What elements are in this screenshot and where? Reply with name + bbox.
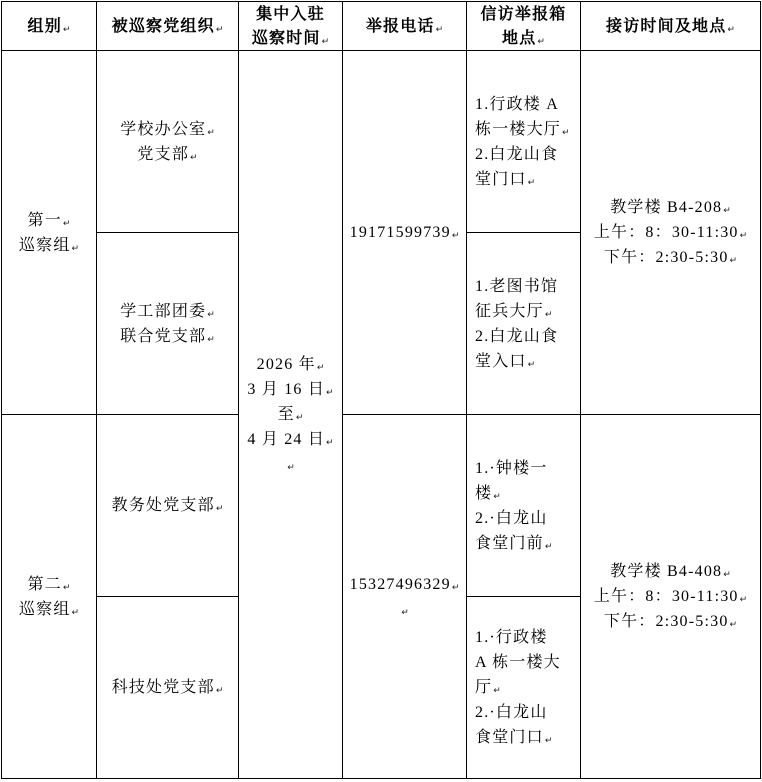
mailbox-line: A 栋一楼大 bbox=[475, 654, 561, 671]
paragraph-mark: ↵ bbox=[451, 231, 460, 241]
group-name-line: 巡察组↵ bbox=[18, 600, 80, 618]
table-row bbox=[2, 51, 761, 233]
header-label: 被巡察党组织↵ bbox=[111, 16, 224, 35]
mailbox-line: 堂门口↵ bbox=[475, 170, 536, 188]
paragraph-mark: ↵ bbox=[493, 686, 501, 696]
time-line: 4 月 24 日↵ bbox=[247, 431, 334, 448]
paragraph-mark: ↵ bbox=[739, 595, 748, 605]
header-label: 举报电话↵ bbox=[365, 16, 444, 35]
phone-cell bbox=[343, 51, 467, 415]
header-organization bbox=[97, 2, 239, 51]
paragraph-mark: ↵ bbox=[544, 541, 553, 552]
mailbox-line: 1.·行政楼 bbox=[475, 629, 548, 646]
paragraph-mark: ↵ bbox=[71, 607, 80, 618]
mailbox-line: 堂入口↵ bbox=[475, 352, 536, 370]
paragraph-mark: ↵ bbox=[62, 582, 71, 593]
group-cell bbox=[2, 51, 97, 415]
paragraph-mark: ↵ bbox=[527, 177, 536, 188]
mailbox-line: 栋一楼大厅↵ bbox=[475, 120, 570, 138]
mailbox-line: 食堂门口↵ bbox=[475, 729, 553, 746]
mailbox-line: 2.·白龙山 bbox=[475, 704, 548, 721]
paragraph-mark: ↵ bbox=[215, 25, 224, 35]
time-line: 2026 年↵ bbox=[256, 356, 325, 373]
time-line: 至↵ bbox=[277, 406, 304, 423]
paragraph-mark: ↵ bbox=[207, 334, 215, 345]
reception-line: 下午：2:30-5:30↵ bbox=[603, 613, 738, 630]
paragraph-mark: ↵ bbox=[71, 243, 80, 254]
header-label: 集中入驻 bbox=[256, 4, 325, 23]
organization-cell bbox=[97, 233, 239, 415]
mailbox-line: 征兵大厅↵ bbox=[475, 302, 553, 320]
mailbox-line: 食堂门前↵ bbox=[475, 534, 553, 552]
group-name-line: 巡察组↵ bbox=[18, 236, 80, 254]
organization-name-line: 科技处党支部↵ bbox=[111, 679, 224, 696]
inspection-schedule-table bbox=[1, 1, 761, 779]
paragraph-mark: ↵ bbox=[207, 309, 215, 320]
reception-line: 上午：8：30-11:30↵ bbox=[593, 224, 748, 241]
header-phone bbox=[343, 2, 467, 51]
mailbox-line: 2.白龙山食 bbox=[475, 145, 559, 163]
paragraph-mark: ↵ bbox=[739, 231, 748, 241]
header-row bbox=[2, 2, 761, 51]
paragraph-mark: ↵ bbox=[723, 570, 731, 580]
phone-number: 19171599739↵ bbox=[349, 224, 460, 241]
mailbox-line: 1.老图书馆 bbox=[475, 277, 559, 295]
reception-line: 教学楼 B4-208↵ bbox=[610, 199, 731, 216]
header-label: 信访举报箱 bbox=[480, 4, 567, 23]
time-line: 3 月 16 日↵ bbox=[247, 381, 334, 398]
group-cell bbox=[2, 415, 97, 779]
paragraph-mark: ↵ bbox=[295, 413, 304, 423]
group-name-line: 第二↵ bbox=[27, 575, 71, 593]
paragraph-mark: ↵ bbox=[326, 438, 334, 448]
paragraph-mark: ↵ bbox=[287, 463, 295, 473]
paragraph-mark: ↵ bbox=[537, 37, 545, 47]
organization-name-line: 学校办公室↵ bbox=[120, 120, 215, 138]
paragraph-mark: ↵ bbox=[215, 686, 224, 696]
mailbox-line: 2.·白龙山 bbox=[475, 509, 548, 527]
mailbox-line: 2.白龙山食 bbox=[475, 327, 559, 345]
mailbox-cell bbox=[467, 51, 581, 233]
mailbox-cell bbox=[467, 415, 581, 597]
phone-number bbox=[343, 597, 466, 622]
header-label: 巡察时间↵ bbox=[251, 28, 330, 47]
mailbox-line: 1.行政楼 A bbox=[475, 95, 559, 113]
table-row bbox=[2, 415, 761, 597]
reception-cell bbox=[581, 415, 761, 779]
paragraph-mark: ↵ bbox=[401, 607, 409, 618]
group-name-line: 第一↵ bbox=[27, 211, 71, 229]
organization-cell bbox=[97, 415, 239, 597]
header-label: 接访时间及地点↵ bbox=[606, 16, 735, 35]
organization-name-line: 教务处党支部↵ bbox=[111, 497, 224, 514]
reception-line: 教学楼 B4-408↵ bbox=[610, 563, 731, 580]
paragraph-mark: ↵ bbox=[316, 363, 325, 373]
paragraph-mark: ↵ bbox=[562, 127, 570, 138]
mailbox-cell bbox=[467, 597, 581, 779]
reception-line: 下午：2:30-5:30↵ bbox=[603, 249, 738, 266]
paragraph-mark: ↵ bbox=[451, 582, 460, 593]
paragraph-mark: ↵ bbox=[544, 309, 553, 320]
header-mailbox bbox=[467, 2, 581, 51]
mailbox-cell bbox=[467, 233, 581, 415]
reception-line: 上午：8：30-11:30↵ bbox=[593, 588, 748, 605]
time-line bbox=[239, 452, 342, 477]
paragraph-mark: ↵ bbox=[729, 256, 738, 266]
paragraph-mark: ↵ bbox=[321, 37, 330, 47]
paragraph-mark: ↵ bbox=[493, 491, 501, 502]
paragraph-mark: ↵ bbox=[207, 127, 215, 138]
paragraph-mark: ↵ bbox=[435, 25, 444, 35]
organization-name-line: 学工部团委↵ bbox=[120, 302, 215, 320]
paragraph-mark: ↵ bbox=[723, 206, 731, 216]
reception-cell bbox=[581, 51, 761, 415]
header-label: 地点↵ bbox=[502, 28, 545, 47]
paragraph-mark: ↵ bbox=[190, 152, 198, 163]
time-cell bbox=[239, 51, 343, 779]
organization-name-line: 联合党支部↵ bbox=[120, 327, 215, 345]
paragraph-mark: ↵ bbox=[326, 388, 334, 398]
phone-cell bbox=[343, 415, 467, 779]
header-group bbox=[2, 2, 97, 51]
header-reception bbox=[581, 2, 761, 51]
paragraph-mark: ↵ bbox=[729, 620, 738, 630]
mailbox-line: 厅↵ bbox=[475, 679, 501, 696]
paragraph-mark: ↵ bbox=[527, 359, 536, 370]
paragraph-mark: ↵ bbox=[62, 218, 71, 229]
paragraph-mark: ↵ bbox=[62, 25, 71, 35]
header-label: 组别↵ bbox=[27, 16, 71, 35]
phone-number: 15327496329↵ bbox=[349, 575, 460, 593]
organization-cell bbox=[97, 597, 239, 779]
paragraph-mark: ↵ bbox=[544, 736, 553, 746]
organization-name-line: 党支部↵ bbox=[137, 145, 198, 163]
paragraph-mark: ↵ bbox=[727, 25, 735, 35]
mailbox-line: 楼↵ bbox=[475, 484, 501, 502]
paragraph-mark: ↵ bbox=[215, 504, 224, 514]
organization-cell bbox=[97, 51, 239, 233]
mailbox-line: 1.·钟楼一 bbox=[475, 459, 548, 477]
header-time bbox=[239, 2, 343, 51]
